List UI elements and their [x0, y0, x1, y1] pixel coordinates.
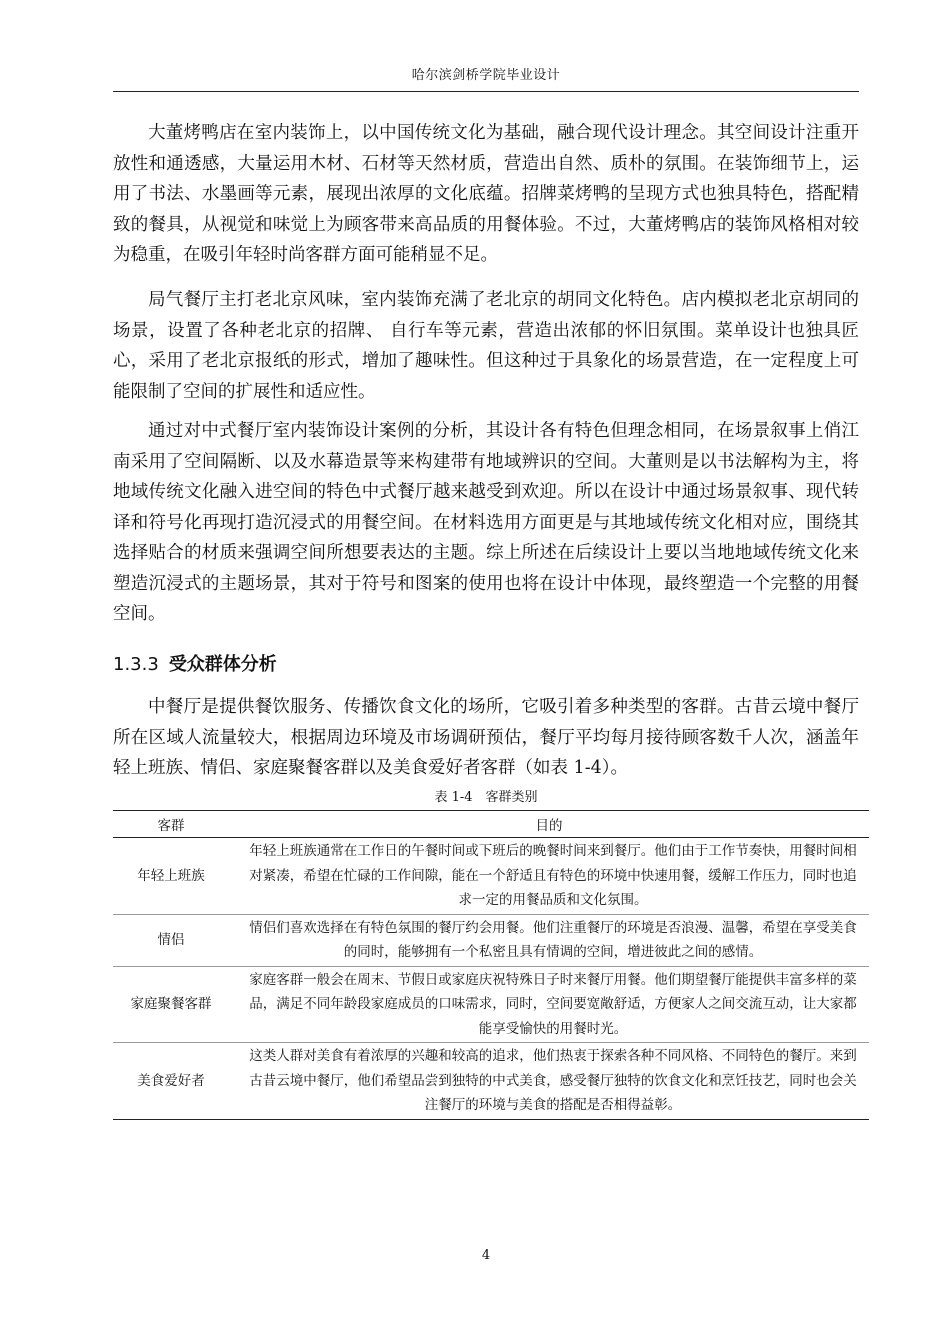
body-paragraph-audience: 中餐厅是提供餐饮服务、传播饮食文化的场所，它吸引着多种类型的客群。古昔云境中餐厅所在区域人流量较大，根据周边环境及市场调研预估，餐厅平均每月接待顾客数千人次，涵盖年轻上班族、情侣、家庭聚餐客群以及美食爱好者客群（如表 1-4）。 [113, 697, 859, 778]
table-row [113, 914, 869, 966]
customer-group-table [113, 810, 869, 1120]
table-row [113, 838, 869, 915]
column-header-group: 客群 [113, 811, 229, 838]
cell-purpose: 情侣们喜欢选择在有特色氛围的餐厅约会用餐。他们注重餐厅的环境是否浪漫、温馨，希望在享受美食的同时，能够拥有一个私密且具有情调的空间，增进彼此之间的感情。 [229, 914, 869, 966]
cell-group: 家庭聚餐客群 [113, 966, 229, 1043]
cell-purpose: 年轻上班族通常在工作日的午餐时间或下班后的晚餐时间来到餐厅。他们由于工作节奏快，用餐时间相对紧凑，希望在忙碌的工作间隙，能在一个舒适且有特色的环境中快速用餐，缓解工作压力，同时也追求一定的用餐品质和文化氛围。 [229, 838, 869, 915]
table-row [113, 966, 869, 1043]
section-heading [113, 650, 277, 680]
cell-group: 年轻上班族 [113, 838, 229, 915]
cell-group: 情侣 [113, 914, 229, 966]
page-header: 哈尔滨剑桥学院毕业设计 [113, 64, 859, 92]
body-paragraph-dadong: 大董烤鸭店在室内装饰上，以中国传统文化为基础，融合现代设计理念。其空间设计注重开放性和通透感，大量运用木材、石材等天然材质，营造出自然、质朴的氛围。在装饰细节上，运用了书法、水墨画等元素，展现出浓厚的文化底蕴。招牌菜烤鸭的呈现方式也独具特色，搭配精致的餐具，从视觉和味觉上为顾客带来高品质的用餐体验。不过，大董烤鸭店的装饰风格相对较为稳重，在吸引年轻时尚客群方面可能稍显不足。 [113, 123, 859, 265]
body-paragraph-summary: 通过对中式餐厅室内装饰设计案例的分析，其设计各有特色但理念相同，在场景叙事上俏江南采用了空间隔断、以及水幕造景等来构建带有地域辨识的空间。大董则是以书法解构为主，将地域传统文化融入进空间的特色中式餐厅越来越受到欢迎。所以在设计中通过场景叙事、现代转译和符号化再现打造沉浸式的用餐空间。在材料选用方面更是与其地域传统文化相对应，围绕其选择贴合的材质来强调空间所想要表达的主题。综上所述在后续设计上要以当地地域传统文化来塑造沉浸式的主题场景，其对于符号和图案的使用也将在设计中体现，最终塑造一个完整的用餐空间。 [113, 421, 859, 624]
table-row [113, 1043, 869, 1120]
cell-purpose: 家庭客群一般会在周末、节假日或家庭庆祝特殊日子时来餐厅用餐。他们期望餐厅能提供丰富多样的菜品，满足不同年龄段家庭成员的口味需求，同时，空间要宽敞舒适，方便家人之间交流互动，让大家都能享受愉快的用餐时光。 [229, 966, 869, 1043]
column-header-purpose: 目的 [229, 811, 869, 838]
cell-group: 美食爱好者 [113, 1043, 229, 1120]
table-caption: 表 1-4 客群类别 [434, 790, 538, 805]
cell-purpose: 这类人群对美食有着浓厚的兴趣和较高的追求，他们热衷于探索各种不同风格、不同特色的餐厅。来到古昔云境中餐厅，他们希望品尝到独特的中式美食，感受餐厅独特的饮食文化和烹饪技艺，同时也会关注餐厅的环境与美食的搭配是否相得益彰。 [229, 1043, 869, 1120]
body-paragraph-juqi: 局气餐厅主打老北京风味，室内装饰充满了老北京的胡同文化特色。店内模拟老北京胡同的场景，设置了各种老北京的招牌、 自行车等元素，营造出浓郁的怀旧氛围。菜单设计也独具匠心，采用了老北京报纸的形式，增加了趣味性。但这种过于具象化的场景营造，在一定程度上可能限制了空间的扩展性和适应性。 [113, 290, 859, 402]
section-title: 受众群体分析 [168, 654, 277, 675]
page-number: 4 [481, 1248, 491, 1263]
table-header-row [113, 811, 869, 838]
section-number: 1.3.3 [113, 654, 159, 675]
